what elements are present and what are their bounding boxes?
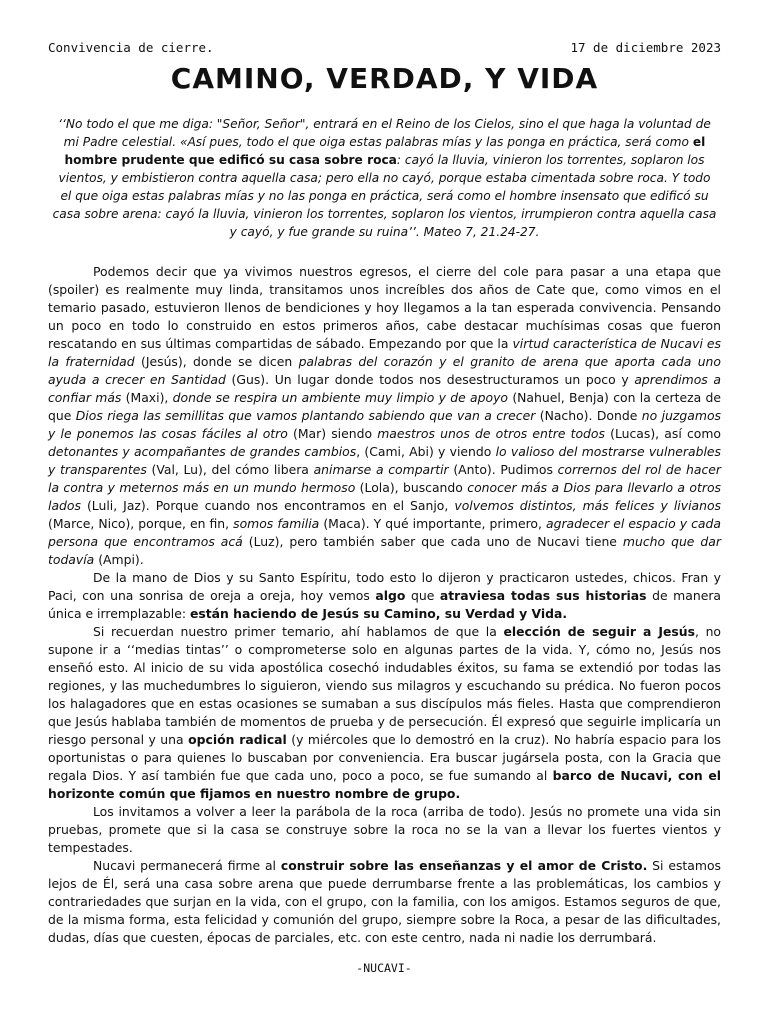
paragraph-2: De la mano de Dios y su Santo Espíritu, todo esto lo dijeron y practicaron ustedes, chicos. Fran y Paci, con una sonrisa de oreja a oreja, hoy vemos algo que atraviesa todas sus historias de manera única e irremplazable: están haciendo de Jesús su Camino, su Verdad y Vida.	[48, 570, 722, 621]
header-row	[48, 40, 721, 60]
paragraph-3: Si recuerdan nuestro primer temario, ahí hablamos de que la elección de seguir a Jesús, no supone ir a ‘‘medias tintas’’ o comprometerse solo en algunas partes de la vida. Y, cómo no, Jesús nos enseñó esto. Al inicio de su vida apostólica cosechó indudables éxitos, su fama se extendió por todas las regiones, y las muchedumbres lo siguieron, viendo sus milagros y escuchando su prédica. No fueron pocos los halagadores que en estas ocasiones se sumaban a sus discípulos más fieles. Hasta que comprendieron que Jesús hablaba también de momentos de prueba y de persecución. Él expresó que seguirle implicaría un riesgo personal y una opción radical (y miércoles que lo demostró en la cruz). No habría espacio para los oportunistas o para quienes lo buscaban por conveniencia. Era buscar jugársela posta, con la Gracia que regala Dios. Y así también fue que cada uno, poco a poco, se fue sumando al barco de Nucavi, con el horizonte común que fijamos en nuestro nombre de grupo.	[48, 624, 721, 801]
paragraph-5: Nucavi permanecerá firme al construir sobre las enseñanzas y el amor de Cristo. Si estamos lejos de Él, será una casa sobre arena que puede derrumbarse frente a las problemáticas, los cambios y contrariedades que surjan en la vida, con el grupo, con la familia, con los amigos. Estamos seguros de que, de la misma forma, esta felicidad y comunión del grupo, siempre sobre la Roca, a pesar de las dificultades, dudas, días que cuesten, épocas de parciales, etc. con este centro, nada ni nadie los derrumbará.	[48, 858, 721, 945]
page-title: CAMINO, VERDAD, Y VIDA	[170, 62, 599, 95]
body-text	[48, 263, 721, 947]
footer-signature: -NUCAVI-	[356, 961, 412, 975]
event-date: 17 de diciembre 2023	[570, 40, 721, 55]
bible-quote: ‘‘No todo el que me diga: "Señor, Señor", entrará en el Reino de los Cielos, sino el que haga la voluntad de mi Padre celestial. «Así pues, todo el que oiga estas palabras mías y las ponga en práctica, será como el hombre prudente que edificó su casa sobre roca: cayó la lluvia, vinieron los torrentes, soplaron los vientos, y embistieron contra aquella casa; pero ella no cayó, porque estaba cimentada sobre roca. Y todo el que oiga estas palabras mías y no las ponga en práctica, será como el hombre insensato que edificó su casa sobre arena: cayó la lluvia, vinieron los torrentes, soplaron los vientos, irrumpieron contra aquella casa y cayó, y fue grande su ruina’’. Mateo 7, 21.24-27.	[52, 117, 717, 239]
document-page	[48, 40, 721, 947]
paragraph-4: Los invitamos a volver a leer la parábola de la roca (arriba de todo). Jesús no promete una vida sin pruebas, promete que si la casa se construye sobre la roca no se la van a llevar los fuertes vientos y tempestades.	[48, 804, 721, 855]
event-name: Convivencia de cierre.	[48, 40, 214, 55]
paragraph-1: Podemos decir que ya vivimos nuestros egresos, el cierre del cole para pasar a una etapa que (spoiler) es realmente muy linda, transitamos unos increíbles dos años de Cate que, como vimos en el temario pasado, estuvieron llenos de bendiciones y hoy llegamos a la tan esperada convivencia. Pensando un poco en todo lo construido en estos primeros años, cabe destacar muchísimas cosas que fueron rescatando en sus últimas compartidas de sábado. Empezando por que la virtud característica de Nucavi es la fraternidad (Jesús), donde se dicen palabras del corazón y el granito de arena que aporta cada uno ayuda a crecer en Santidad (Gus). Un lugar donde todos nos desestructuramos un poco y aprendimos a confiar más (Maxi), donde se respira un ambiente muy limpio y de apoyo (Nahuel, Benja) con la certeza de que Dios riega las semillitas que vamos plantando sabiendo que van a crecer (Nacho). Donde no juzgamos y le ponemos las cosas fáciles al otro (Mar) siendo maestros unos de otros entre todos (Lucas), así como detonantes y acompañantes de grandes cambios, (Cami, Abi) y viendo lo valioso del mostrarse vulnerables y transparentes (Val, Lu), del cómo libera animarse a compartir (Anto). Pudimos corrernos del rol de hacer la contra y meternos más en un mundo hermoso (Lola), buscando conocer más a Dios para llevarlo a otros lados (Luli, Jaz). Porque cuando nos encontramos en el Sanjo, volvemos distintos, más felices y livianos (Marce, Nico), porque, en fin, somos familia (Maca). Y qué importante, primero, agradecer el espacio y cada persona que encontramos acá (Luz), pero también saber que cada uno de Nucavi tiene mucho que dar todavía (Ampi).	[48, 264, 722, 567]
